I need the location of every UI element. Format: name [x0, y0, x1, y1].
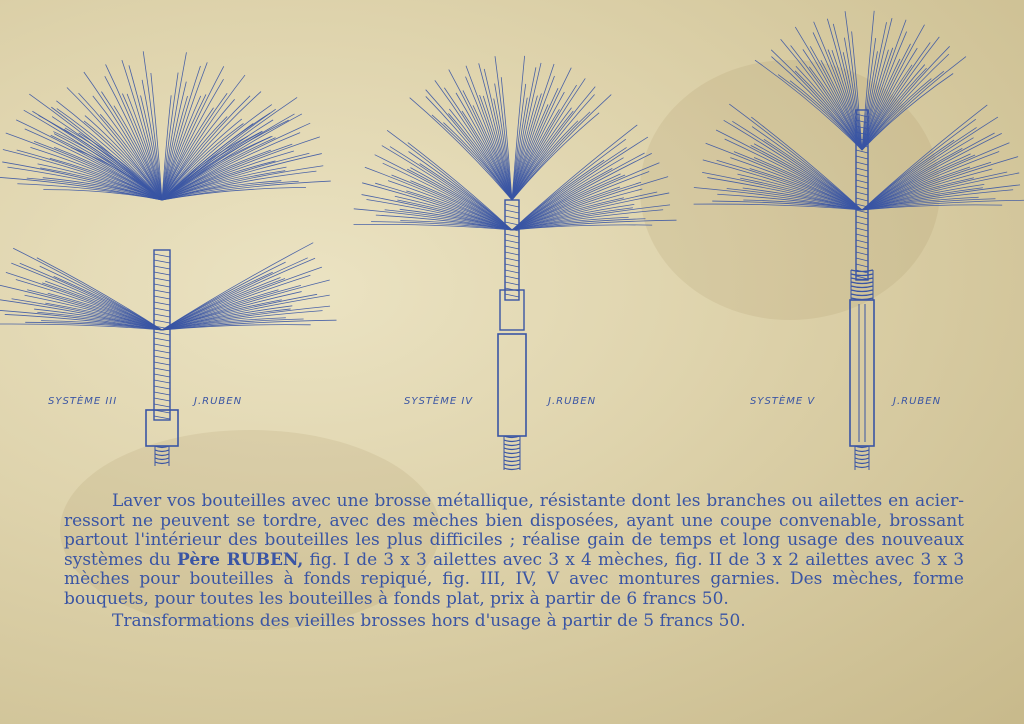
brand-name: Père RUBEN,	[177, 549, 304, 570]
paragraph-text: fig. I de 3 x 3 ailettes avec 3 x 4 mèches, fig. II de 3 x 2 ailettes avec 3 x 3 mèches pour bouteilles à fonds repiqué, fig. III, IV, V avec montures garnies. Des mèches, forme bouquets, pour toutes les bouteilles à fonds plat, prix à partir de 6 francs 50.	[64, 549, 965, 609]
brush-illustration-system-v	[690, 0, 1024, 480]
caption-system-v: SYSTÈME V	[750, 396, 816, 407]
description-paragraph	[64, 492, 964, 610]
transformation-note: Transformations des vieilles brosses hors d'usage à partir de 5 francs 50.	[112, 610, 746, 631]
description-text	[64, 492, 964, 631]
brush-drawing	[0, 0, 340, 480]
brush-illustration-system-iv	[350, 0, 680, 480]
brush-drawing	[350, 0, 680, 480]
brush-drawing	[690, 0, 1024, 480]
caption-maker-iv: J.RUBEN	[548, 396, 597, 407]
paragraph-text: Laver vos bouteilles avec une brosse métallique, résistante dont les branches ou ailettes en acier-ressort ne peuvent se tordre, avec des mèches bien disposées, ayant une coupe convenable, brossant partout l'intérieur des bouteilles les plus difficiles ; réalise gain de temps et long usage des nouveaux systèmes du	[64, 491, 964, 570]
caption-system-iii: SYSTÈME III	[48, 396, 118, 407]
caption-maker-iii: J.RUBEN	[194, 396, 243, 407]
caption-maker-v: J.RUBEN	[893, 396, 942, 407]
caption-system-iv: SYSTÈME IV	[404, 396, 474, 407]
brush-illustration-system-iii	[0, 0, 340, 480]
